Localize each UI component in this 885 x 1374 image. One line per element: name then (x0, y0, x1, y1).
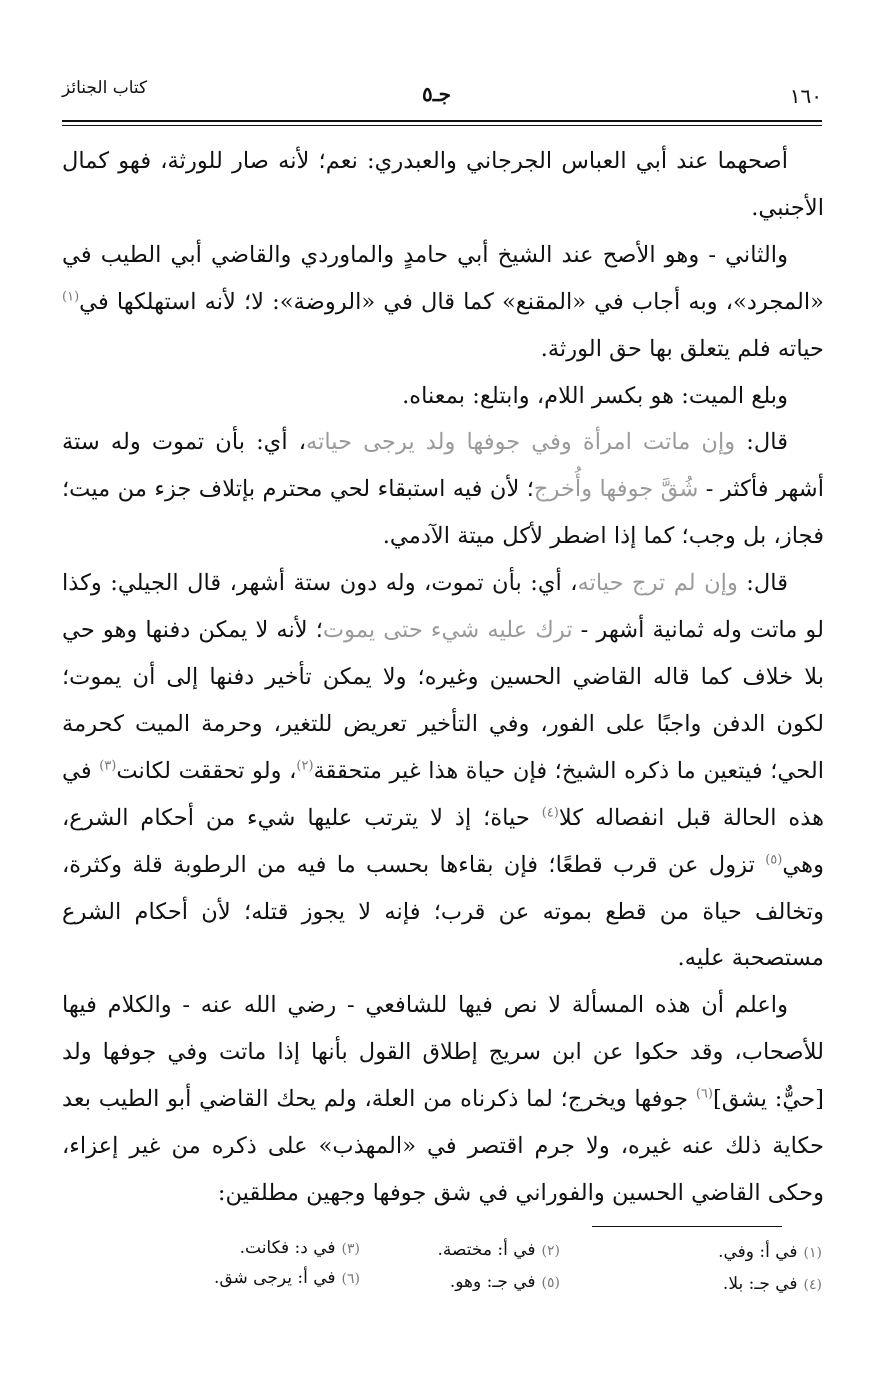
main-text (62, 138, 824, 1208)
text-run: والثاني - وهو الأصح عند الشيخ أبي حامدٍ والماوردي والقاضي أبي الطيب في «المجرد»، وبه أجاب في «المقنع» كما قال في «الروضة»: لا؛ لأنه استهلكها في (62, 241, 824, 315)
paragraph (62, 232, 824, 373)
page-header (62, 78, 822, 118)
footnote-2 (438, 1240, 561, 1260)
footnote-mark: (٤) (541, 805, 559, 821)
text-run: في هذه الحالة قبل انفصاله كلا (62, 757, 824, 831)
matn-quote: وإن لم ترج حياته (577, 570, 738, 597)
text-run: جوفها ويخرج؛ لما ذكرناه من العلة، ولم يحك القاضي أبو الطيب بعد حكاية ذلك عنه غيره، ولا جرم اقتصر في «المهذب» على ذكره من غير إعزاء، وحكى القاضي الحسين والفوراني في شق جوفها وجهين مطلقين: (62, 1086, 824, 1206)
header-rule-thin (62, 125, 822, 126)
footnote-6 (214, 1268, 360, 1288)
text-run: ؛ لأنه لا يمكن دفنها وهو حي بلا خلاف كما قاله القاضي الحسين وغيره؛ ولا يمكن تأخير دفنها إلى أن يموت؛ لكون الدفن واجبًا على الفور، وفي التأخير تعريض للتغير، وحرمة الميت كحرمة الحي؛ فيتعين ما ذكره الشيخ؛ فإن حياة هذا غير متحققة (62, 617, 824, 784)
footnote-number: (٣) (341, 1241, 360, 1257)
footnote-mark: (٣) (99, 758, 117, 774)
paragraph (62, 138, 824, 232)
text-run: قال: (735, 429, 788, 456)
footnote-text: في جـ: بلا. (722, 1274, 798, 1294)
page-number: ١٦٠ (789, 84, 822, 108)
footnote-number: (٥) (541, 1275, 560, 1291)
text-run: واعلم أن هذه المسألة لا نص فيها للشافعي - رضي الله عنه - والكلام فيها للأصحاب، وقد حكوا عن ابن سريج إطلاق القول بأنها إذا ماتت وفي جوفها ولد [حيٌّ: يشق] (62, 992, 824, 1113)
text-run: تزول عن قرب قطعًا؛ فإن بقاءها بحسب ما فيه من الرطوبة قلة وكثرة، وتخالف حياة من قطع بموته عن قرب؛ فإنه لا يجوز قتله؛ لأن أحكام الشرع مستصحبة عليه. (62, 851, 824, 972)
footnote-mark: (٥) (765, 852, 783, 868)
footnote-number: (٦) (341, 1271, 360, 1287)
text-run: وبلع الميت: هو بكسر اللام، وابتلع: بمعناه. (402, 382, 788, 409)
footnotes (62, 1234, 822, 1314)
footnote-mark: (٦) (695, 1086, 713, 1102)
footnote-number: (١) (803, 1245, 822, 1261)
footnote-separator (592, 1226, 782, 1227)
text-run: أصحهما عند أبي العباس الجرجاني والعبدري: نعم؛ لأنه صار للورثة، فهو كمال الأجنبي. (62, 148, 824, 221)
paragraph (62, 982, 824, 1208)
matn-quote: وإن ماتت امرأة وفي جوفها ولد يرجى حياته (306, 429, 736, 456)
footnote-1 (718, 1242, 822, 1262)
footnote-number: (٤) (803, 1277, 822, 1293)
text-run: حياة؛ إذ لا يترتب عليها شيء من أحكام الشرع، وهي (62, 804, 824, 878)
text-run: ، أي: بأن تموت وله ستة أشهر فأكثر - (62, 429, 824, 503)
footnote-mark: (٢) (296, 758, 314, 774)
matn-quote: شُقَّ جوفها وأُخرج (533, 476, 699, 503)
footnote-number: (٢) (541, 1243, 560, 1259)
text-run: ، ولو تحققت لكانت (116, 757, 297, 784)
paragraph (62, 560, 824, 982)
paragraph (62, 373, 824, 420)
paragraph (62, 419, 824, 560)
footnote-mark: (١) (62, 289, 80, 305)
footnote-3 (240, 1238, 360, 1258)
footnote-text: في د: فكانت. (239, 1238, 336, 1258)
footnote-5 (450, 1272, 560, 1292)
footnote-text: في جـ: وهو. (449, 1272, 536, 1292)
matn-quote: ترك عليه شيء حتى يموت (322, 617, 573, 644)
running-title: كتاب الجنائز (62, 78, 148, 98)
text-run: ؛ لأن فيه استبقاء لحي محترم بإتلاف جزء من ميت؛ فجاز، بل وجب؛ كما إذا اضطر لأكل ميتة الآدمي. (62, 476, 824, 550)
volume-label: جـ٥ (422, 82, 451, 106)
header-rule-thick (62, 120, 822, 122)
footnote-4 (723, 1274, 822, 1294)
text-run: قال: (737, 570, 788, 597)
footnote-text: في أ: مختصة. (437, 1240, 536, 1260)
footnote-text: في أ: يرجى شق. (213, 1268, 336, 1288)
text-run: ، أي: بأن تموت، وله دون ستة أشهر، قال الجيلي: وكذا لو ماتت وله ثمانية أشهر - (62, 570, 824, 644)
text-run: حياته فلم يتعلق بها حق الورثة. (540, 335, 824, 362)
footnote-text: في أ: وفي. (718, 1242, 798, 1262)
